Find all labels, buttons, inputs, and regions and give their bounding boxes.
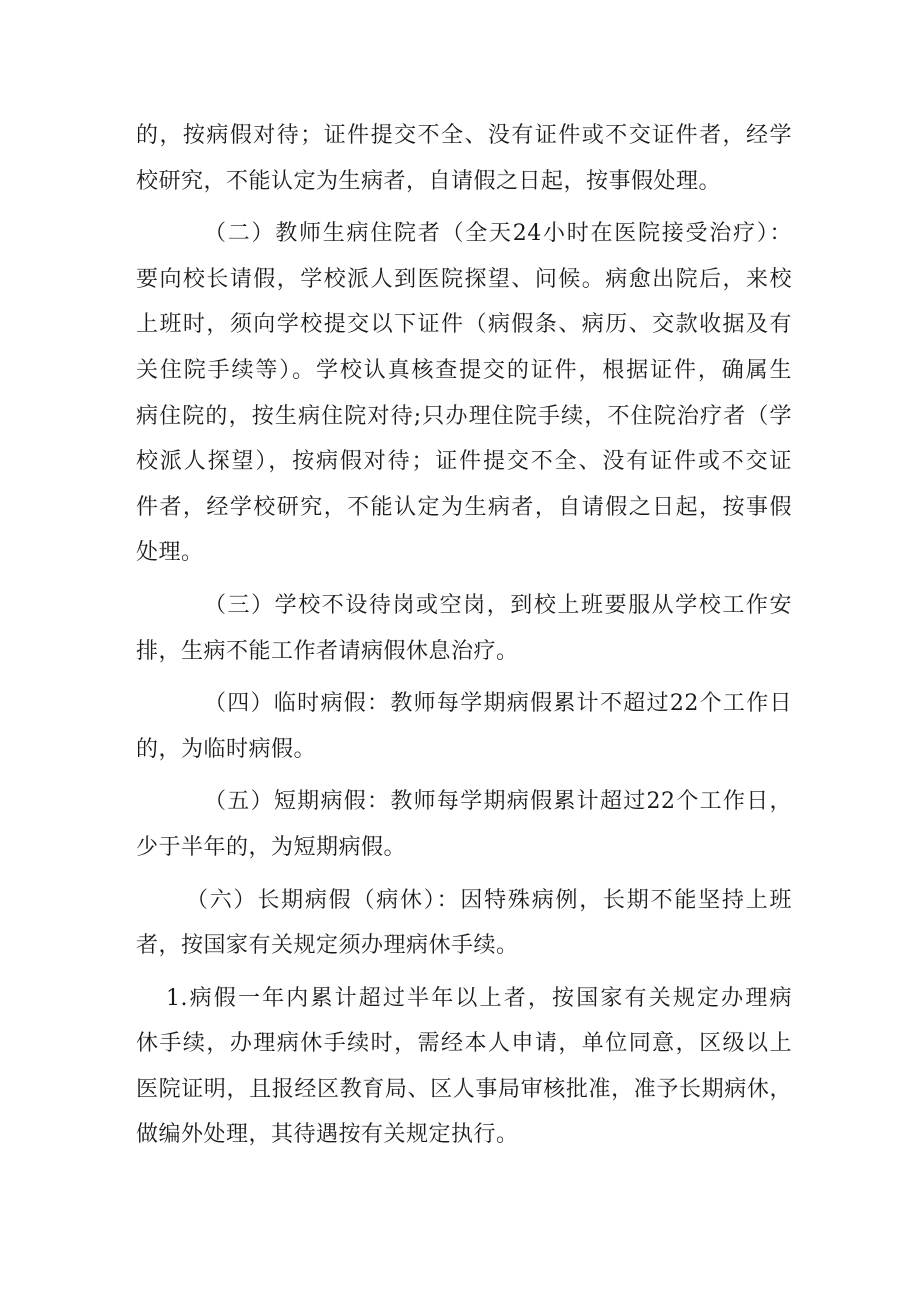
text-line: 处理。 [136, 540, 204, 566]
text-line: 校研究，不能认定为生病者，自请假之日起，按事假处理。 [136, 168, 722, 194]
text-line: 关住院手续等）。学校认真核查提交的证件，根据证件，确属生 [136, 357, 792, 383]
text-line: （二）教师生病住院者（全天24小时在医院接受治疗）： [204, 221, 792, 247]
paragraph-temporary-sick-leave [136, 681, 792, 772]
text-line: 病住院的，按生病住院对待;只办理住院手续，不住院治疗者（学 [136, 403, 792, 429]
text-line: （六）长期病假（病休）：因特殊病例，长期不能坚持上班 [186, 887, 792, 913]
text-line: （三）学校不设待岗或空岗，到校上班要服从学校工作安 [204, 592, 792, 618]
text-line: （五）短期病假：教师每学期病假累计超过22个工作日， [204, 789, 792, 815]
text-line: 做编外处理，其待遇按有关规定执行。 [136, 1122, 519, 1148]
text-line: （四）临时病假：教师每学期病假累计不超过22个工作日 [204, 691, 792, 717]
paragraph-no-standby [136, 583, 792, 674]
text-line: 1.病假一年内累计超过半年以上者，按国家有关规定办理病 [166, 985, 792, 1011]
text-line: 件者，经学校研究，不能认定为生病者，自请假之日起，按事假 [136, 494, 792, 520]
text-line: 的，按病假对待；证件提交不全、没有证件或不交证件者，经学 [136, 123, 792, 148]
text-line: 休手续，办理病休手续时，需经本人申请，单位同意，区级以上 [136, 1031, 792, 1057]
text-line: 校派人探望），按病假对待；证件提交不全、没有证件或不交证 [136, 449, 792, 475]
paragraph-item-1 [136, 976, 792, 1158]
text-line: 医院证明，且报经区教育局、区人事局审核批准，准予长期病休， [136, 1076, 792, 1102]
paragraph-long-term-sick-leave [136, 878, 792, 969]
paragraph-short-term-sick-leave [136, 779, 792, 870]
paragraph-sick-leave-continued [136, 113, 792, 204]
text-line: 要向校长请假，学校派人到医院探望、问候。病愈出院后，来校 [136, 266, 792, 292]
paragraph-hospitalized [136, 211, 792, 576]
text-line: 少于半年的，为短期病假。 [136, 834, 407, 860]
document-body [136, 113, 792, 1158]
text-line: 者，按国家有关规定须办理病休手续。 [136, 933, 519, 959]
text-line: 排，生病不能工作者请病假休息治疗。 [136, 638, 519, 664]
text-line: 上班时，须向学校提交以下证件（病假条、病历、交款收据及有 [136, 312, 792, 338]
text-line: 的，为临时病假。 [136, 736, 317, 762]
